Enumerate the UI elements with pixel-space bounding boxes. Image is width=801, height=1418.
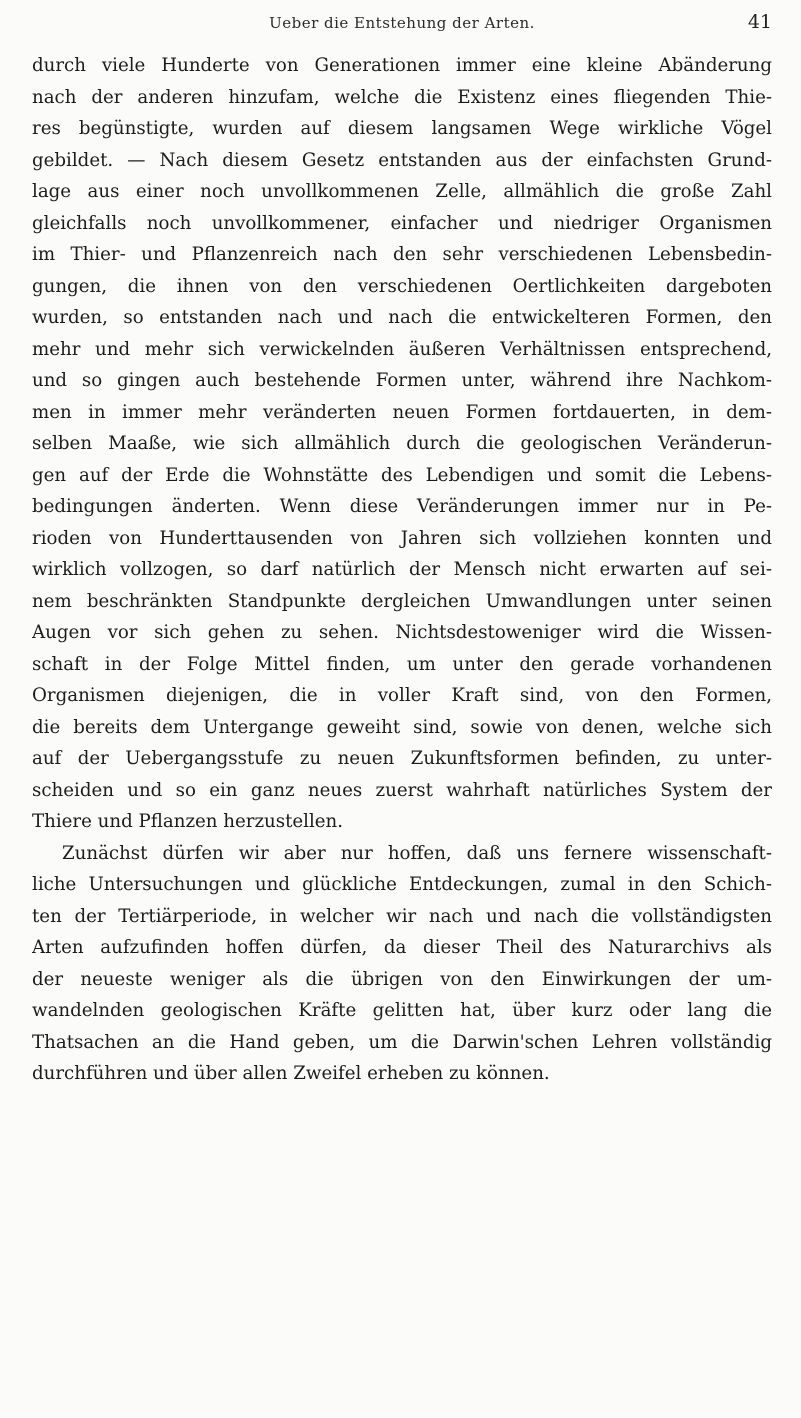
text-line: der neueste weniger als die übrigen von den Einwirkungen der um- bbox=[32, 968, 772, 990]
running-head bbox=[32, 11, 772, 38]
paragraph-last-line: Thiere und Pflanzen herzustellen. bbox=[32, 811, 344, 832]
text-line: nach der anderen hinzufam, welche die Existenz eines fliegenden Thie- bbox=[32, 86, 772, 108]
text-line: bedingungen änderten. Wenn diese Veränderungen immer nur in Pe- bbox=[32, 496, 772, 517]
paragraph-first-line: Zunächst dürfen wir aber nur hoffen, daß uns fernere wissenschaft- bbox=[62, 842, 772, 864]
body-text bbox=[32, 50, 772, 1090]
text-line: men in immer mehr veränderten neuen Formen fortdauerten, in dem- bbox=[32, 401, 772, 423]
text-line: und so gingen auch bestehende Formen unter, während ihre Nachkom- bbox=[32, 370, 772, 391]
text-line: res begünstigte, wurden auf diesem langsamen Wege wirkliche Vögel bbox=[32, 118, 772, 139]
paragraph-last-line: durchführen und über allen Zweifel erheben zu können. bbox=[32, 1063, 550, 1084]
text-line: liche Untersuchungen und glückliche Entdeckungen, zumal in den Schich- bbox=[32, 874, 772, 895]
text-line: im Thier- und Pflanzenreich nach den sehr verschiedenen Lebensbedin- bbox=[32, 244, 772, 265]
text-line: wirklich vollzogen, so darf natürlich der Mensch nicht erwarten auf sei- bbox=[32, 559, 772, 580]
text-line: gebildet. — Nach diesem Gesetz entstanden aus der einfachsten Grund- bbox=[32, 149, 772, 171]
page-number: 41 bbox=[747, 11, 772, 33]
text-line: gen auf der Erde die Wohnstätte des Lebendigen und somit die Lebens- bbox=[32, 464, 772, 486]
text-line: mehr und mehr sich verwickelnden äußeren Verhältnissen entsprechend, bbox=[32, 338, 772, 360]
text-line: Thatsachen an die Hand geben, um die Darwin'schen Lehren vollständig bbox=[32, 1031, 772, 1053]
text-line: scheiden und so ein ganz neues zuerst wahrhaft natürliches System der bbox=[32, 779, 772, 801]
text-line: Organismen diejenigen, die in voller Kraft sind, von den Formen, bbox=[32, 685, 772, 706]
text-line: die bereits dem Untergange geweiht sind, sowie von denen, welche sich bbox=[32, 716, 772, 738]
text-line: nem beschränkten Standpunkte dergleichen Umwandlungen unter seinen bbox=[32, 590, 772, 612]
text-line: selben Maaße, wie sich allmählich durch die geologischen Veränderun- bbox=[32, 433, 772, 454]
text-line: lage aus einer noch unvollkommenen Zelle, allmählich die große Zahl bbox=[32, 181, 772, 202]
text-line: Augen vor sich gehen zu sehen. Nichtsdestoweniger wird die Wissen- bbox=[32, 622, 772, 643]
text-line: gungen, die ihnen von den verschiedenen Oertlichkeiten dargeboten bbox=[32, 275, 772, 297]
running-title: Ueber die Entstehung der Arten. bbox=[269, 14, 535, 32]
text-line: wandelnden geologischen Kräfte gelitten hat, über kurz oder lang die bbox=[32, 1000, 772, 1021]
text-line: rioden von Hunderttausenden von Jahren sich vollziehen konnten und bbox=[32, 527, 772, 549]
text-line: schaft in der Folge Mittel finden, um unter den gerade vorhandenen bbox=[32, 653, 772, 675]
text-line: durch viele Hunderte von Generationen immer eine kleine Abänderung bbox=[32, 55, 772, 76]
text-line: wurden, so entstanden nach und nach die entwickelteren Formen, den bbox=[32, 307, 772, 328]
text-line: gleichfalls noch unvollkommener, einfacher und niedriger Organismen bbox=[32, 212, 772, 234]
text-line: ten der Tertiärperiode, in welcher wir nach und nach die vollständigsten bbox=[32, 905, 772, 927]
text-line: auf der Uebergangsstufe zu neuen Zukunftsformen befinden, zu unter- bbox=[32, 748, 772, 769]
text-line: Arten aufzufinden hoffen dürfen, da dieser Theil des Naturarchivs als bbox=[32, 937, 772, 958]
